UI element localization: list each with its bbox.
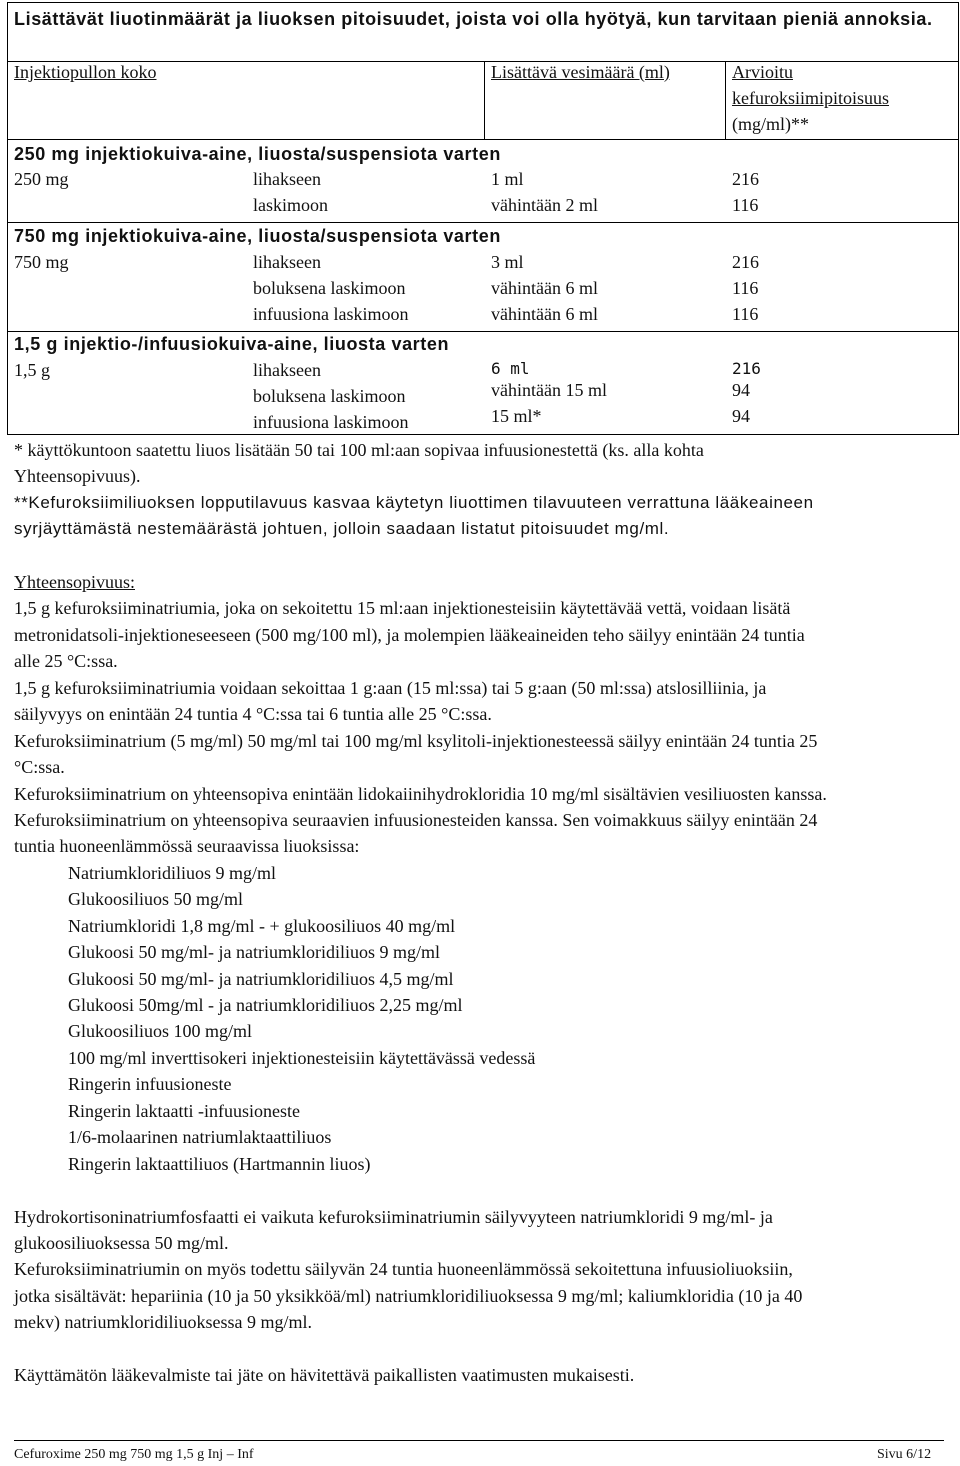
solution-list-item: Natriumkloridi 1,8 mg/ml - + glukoosiliuos 40 mg/ml [68, 916, 456, 936]
paragraph-line: °C:ssa. [14, 757, 65, 777]
section-title-250mg: 250 mg injektiokuiva-aine, liuosta/suspensiota varten [14, 144, 501, 164]
solution-list-item: Natriumkloridiliuos 9 mg/ml [68, 863, 276, 883]
section-heading-compatibility: Yhteensopivuus: [14, 572, 135, 592]
route: boluksena laskimoon [253, 278, 406, 298]
concentration: 116 [732, 195, 759, 215]
paragraph-line: 1,5 g kefuroksiiminatriumia, joka on sekoitettu 15 ml:aan injektionesteisiin käytettävää vettä, voidaan lisätä [14, 598, 791, 618]
solution-list-item: Ringerin laktaattiliuos (Hartmannin liuos) [68, 1154, 371, 1174]
concentration: 116 [732, 278, 759, 298]
solution-list-item: Glukoosi 50mg/ml - ja natriumkloridiliuos 2,25 mg/ml [68, 995, 463, 1015]
header-water-amount: Lisättävä vesimäärä (ml) [491, 62, 670, 82]
route: infuusiona laskimoon [253, 412, 409, 432]
concentration: 216 [732, 169, 759, 189]
route: infuusiona laskimoon [253, 304, 409, 324]
vial-size: 1,5 g [14, 360, 50, 380]
route: boluksena laskimoon [253, 386, 406, 406]
paragraph-line: Hydrokortisoninatriumfosfaatti ei vaikuta kefuroksiiminatriumin säilyvyyteen natriumkloridi 9 mg/ml- ja [14, 1207, 773, 1227]
paragraph-line: jotka sisältävät: hepariinia (10 ja 50 yksikköä/ml) natriumkloridiliuoksessa 9 mg/ml; kaliumkloridia (10 ja 40 [14, 1286, 803, 1306]
concentration: 116 [732, 304, 759, 324]
header-conc-l3: (mg/ml)** [732, 114, 809, 134]
concentration: 94 [732, 380, 750, 400]
concentration: 216 [732, 359, 761, 378]
table-rule [484, 61, 485, 139]
footer-rule [14, 1440, 944, 1441]
paragraph-line: säilyvyys on enintään 24 tuntia 4 °C:ssa tai 6 tuntia alle 25 °C:ssa. [14, 704, 492, 724]
solution-list-item: 1/6-molaarinen natriumlaktaattiliuos [68, 1127, 332, 1147]
solution-list-item: Glukoosiliuos 50 mg/ml [68, 889, 244, 909]
water-amount: vähintään 15 ml [491, 380, 607, 400]
concentration: 94 [732, 406, 750, 426]
paragraph-line: Kefuroksiiminatrium on yhteensopiva seuraavien infuusionesteiden kanssa. Sen voimakkuus säilyy enintään 24 [14, 810, 818, 830]
water-amount: vähintään 6 ml [491, 304, 598, 324]
water-amount: vähintään 2 ml [491, 195, 598, 215]
header-conc-l1: Arvioitu [732, 62, 793, 82]
water-amount: 1 ml [491, 169, 524, 189]
water-amount: 3 ml [491, 252, 524, 272]
footnote-double-star: **Kefuroksiimiliuoksen lopputilavuus kasvaa käytetyn liuottimen tilavuuteen verrattuna lääkeaineen [14, 493, 814, 512]
solution-list-item: Glukoosiliuos 100 mg/ml [68, 1021, 253, 1041]
header-vial-size: Injektiopullon koko [14, 62, 157, 82]
table-caption: Lisättävät liuotinmäärät ja liuoksen pitoisuudet, joista voi olla hyötyä, kun tarvitaan pieniä annoksia. [14, 9, 933, 29]
route: lihakseen [253, 360, 321, 380]
paragraph-line: Kefuroksiiminatrium on yhteensopiva enintään lidokaiinihydrokloridia 10 mg/ml sisältävien vesiliuosten kanssa. [14, 784, 827, 804]
paragraph-line: alle 25 °C:ssa. [14, 651, 118, 671]
route: laskimoon [253, 195, 328, 215]
paragraph-line: Kefuroksiiminatriumin on myös todettu säilyvän 24 tuntia huoneenlämmössä sekoitettuna infuusioliuoksiin, [14, 1259, 793, 1279]
footnote-double-star-cont: syrjäyttämästä nestemäärästä johtuen, jolloin saadaan listatut pitoisuudet mg/ml. [14, 519, 670, 538]
solution-list-item: Ringerin infuusioneste [68, 1074, 232, 1094]
route: lihakseen [253, 169, 321, 189]
water-amount: 15 ml* [491, 406, 542, 426]
paragraph-line: metronidatsoli-injektioneseeseen (500 mg/100 ml), ja molempien lääkeaineiden teho säilyy enintään 24 tuntia [14, 625, 805, 645]
vial-size: 750 mg [14, 252, 69, 272]
section-title-1-5g: 1,5 g injektio-/infuusiokuiva-aine, liuosta varten [14, 334, 450, 354]
water-amount: vähintään 6 ml [491, 278, 598, 298]
water-amount: 6 ml [491, 359, 530, 378]
section-title-750mg: 750 mg injektiokuiva-aine, liuosta/suspensiota varten [14, 226, 501, 246]
solution-list-item: Glukoosi 50 mg/ml- ja natriumkloridiliuos 9 mg/ml [68, 942, 440, 962]
footnote-star-cont: Yhteensopivuus). [14, 466, 141, 486]
solution-list-item: 100 mg/ml inverttisokeri injektionesteisiin käytettävässä vedessä [68, 1048, 536, 1068]
paragraph-line: tuntia huoneenlämmössä seuraavissa liuoksissa: [14, 836, 360, 856]
paragraph-line: mekv) natriumkloridiliuoksessa 9 mg/ml. [14, 1312, 312, 1332]
paragraph-line: glukoosiliuoksessa 50 mg/ml. [14, 1233, 229, 1253]
header-conc-l2: kefuroksiimipitoisuus [732, 88, 889, 108]
table-rule [725, 61, 726, 139]
footer-document-title: Cefuroxime 250 mg 750 mg 1,5 g Inj – Inf [14, 1447, 254, 1462]
table-rule [7, 139, 959, 140]
paragraph-line: 1,5 g kefuroksiiminatriumia voidaan sekoittaa 1 g:aan (15 ml:ssa) tai 5 g:aan (50 ml:ssa) atslosilliinia, ja [14, 678, 767, 698]
vial-size: 250 mg [14, 169, 69, 189]
table-rule [7, 331, 959, 332]
solution-list-item: Ringerin laktaatti -infuusioneste [68, 1101, 300, 1121]
table-rule [7, 222, 959, 223]
route: lihakseen [253, 252, 321, 272]
paragraph-line: Kefuroksiiminatrium (5 mg/ml) 50 mg/ml tai 100 mg/ml ksylitoli-injektionesteessä säilyy enintään 24 tuntia 25 [14, 731, 818, 751]
concentration: 216 [732, 252, 759, 272]
footnote-star: * käyttökuntoon saatettu liuos lisätään 50 tai 100 ml:aan sopivaa infuusionestettä (ks. alla kohta [14, 440, 704, 460]
footer-page-number: Sivu 6/12 [877, 1447, 932, 1462]
solution-list-item: Glukoosi 50 mg/ml- ja natriumkloridiliuos 4,5 mg/ml [68, 969, 454, 989]
paragraph-line: Käyttämätön lääkevalmiste tai jäte on hävitettävä paikallisten vaatimusten mukaisesti. [14, 1365, 635, 1385]
